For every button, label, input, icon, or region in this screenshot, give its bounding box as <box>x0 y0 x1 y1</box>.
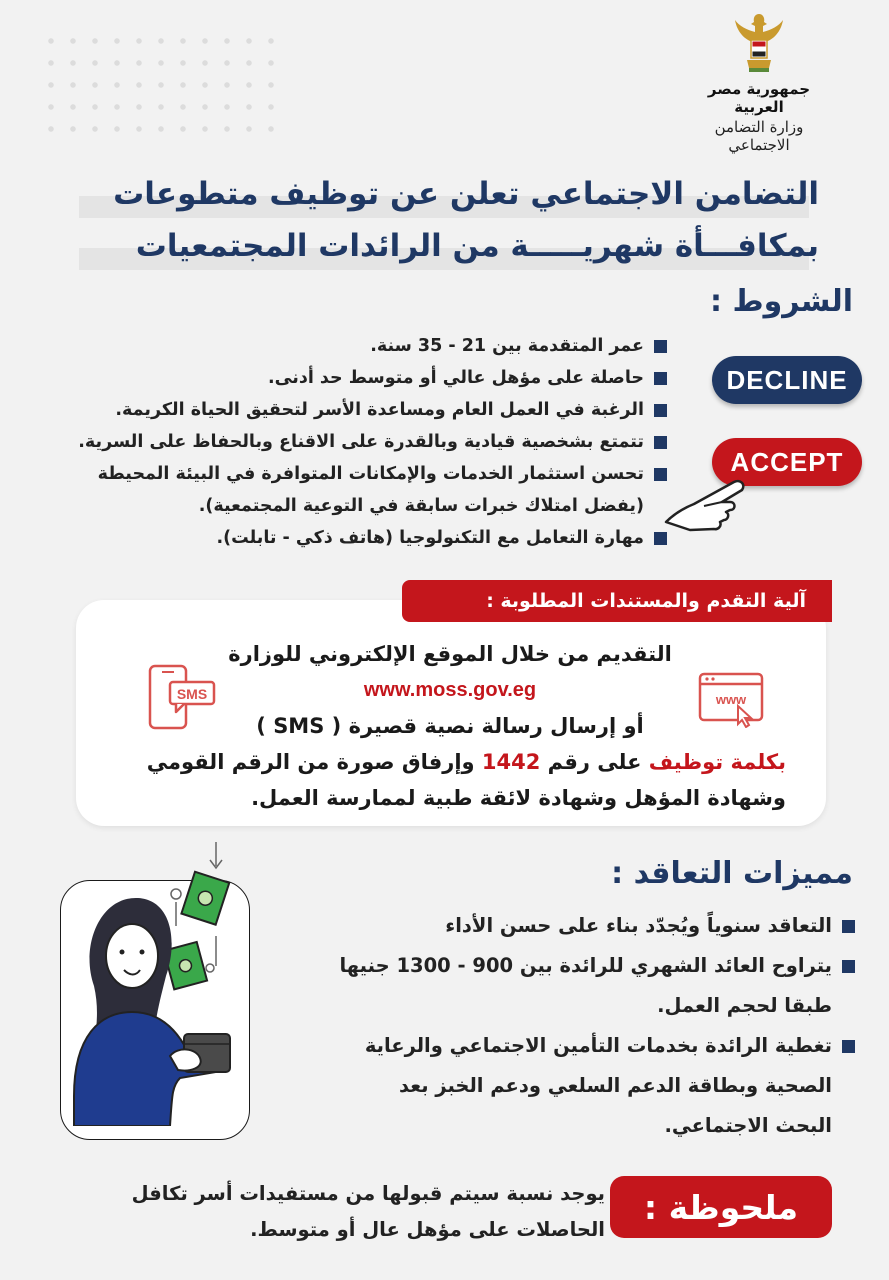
list-item: عمر المتقدمة بين 21 - 35 سنة. <box>27 330 667 362</box>
square-bullet-icon <box>654 532 667 545</box>
list-item-continuation: الصحية وبطاقة الدعم السلعي ودعم الخبز بعد <box>398 1074 832 1097</box>
apply-line-3: أو إرسال رسالة نصية قصيرة ( SMS ) <box>256 714 644 738</box>
list-item: تتمتع بشخصية قيادية وبالقدرة على الاقناع وبالحفاظ على السرية. <box>27 426 667 458</box>
conditions-list <box>27 330 667 554</box>
headline-line-2: بمكافـــأة شهريـــــة من الرائدات المجتمعيات <box>135 228 819 264</box>
list-item: تغطية الرائدة بخدمات التأمين الاجتماعي والرعاية <box>295 1026 855 1066</box>
list-item: مهارة التعامل مع التكنولوجيا (هاتف ذكي - تابلت). <box>27 522 667 554</box>
decorative-dot-pattern <box>40 30 280 140</box>
list-item-continuation: طبقا لحجم العمل. <box>657 994 832 1017</box>
list-item: الرغبة في العمل العام ومساعدة الأسر لتحقيق الحياة الكريمة. <box>27 394 667 426</box>
list-item: يتراوح العائد الشهري للرائدة بين 900 - 1300 جنيها <box>295 946 855 986</box>
square-bullet-icon <box>654 436 667 449</box>
square-bullet-icon <box>842 920 855 933</box>
square-bullet-icon <box>654 340 667 353</box>
square-bullet-icon <box>654 372 667 385</box>
woman-receiving-money-illustration <box>60 836 260 1126</box>
note-text <box>45 1176 605 1248</box>
ministry-website-link[interactable]: www.moss.gov.eg <box>363 679 537 701</box>
apply-line-4: بكلمة توظيف على رقم 1442 وإرفاق صورة من الرقم القومي <box>146 750 786 774</box>
list-item-continuation: (يفضل امتلاك خبرات سابقة في التوعية المجتمعية). <box>198 496 644 516</box>
headline-line-1: التضامن الاجتماعي تعلن عن توظيف متطوعات <box>113 176 819 212</box>
square-bullet-icon <box>842 1040 855 1053</box>
note-line-1: يوجد نسبة سيتم قبولها من مستفيدات أسر تكافل <box>131 1182 605 1205</box>
accept-button[interactable]: ACCEPT <box>712 438 862 486</box>
list-item: التعاقد سنوياً ويُجدّد بناء على حسن الأداء <box>295 906 855 946</box>
ministry-name: وزارة التضامن الاجتماعي <box>714 118 804 154</box>
conditions-title: الشروط : <box>710 284 853 319</box>
advantages-title: مميزات التعاقد : <box>611 856 853 891</box>
list-item: تحسن استثمار الخدمات والإمكانات المتوافرة في البيئة المحيطة <box>27 458 667 490</box>
egypt-eagle-emblem-icon <box>733 10 785 76</box>
list-item: حاصلة على مؤهل عالي أو متوسط حد أدنى. <box>27 362 667 394</box>
main-headline <box>79 168 819 272</box>
list-item-continuation: البحث الاجتماعي. <box>664 1114 832 1137</box>
application-banner: آلية التقدم والمستندات المطلوبة : <box>402 580 832 622</box>
ministry-logo-block <box>689 10 829 154</box>
decline-button[interactable]: DECLINE <box>712 356 862 404</box>
republic-name: جمهورية مصر العربية <box>707 80 811 116</box>
note-label: ملحوظة : <box>610 1176 832 1238</box>
apply-line-1: التقديم من خلال الموقع الإلكتروني للوزارة <box>228 642 672 666</box>
square-bullet-icon <box>842 960 855 973</box>
square-bullet-icon <box>654 404 667 417</box>
application-instructions <box>90 636 810 816</box>
svg-text:www: www <box>715 692 747 707</box>
svg-text:SMS: SMS <box>176 686 208 702</box>
advantages-list <box>295 906 855 1146</box>
pointing-hand-icon <box>664 452 754 532</box>
apply-line-5: وشهادة المؤهل وشهادة لائقة طبية لممارسة العمل. <box>251 786 786 810</box>
note-line-2: الحاصلات على مؤهل عال أو متوسط. <box>250 1218 605 1241</box>
